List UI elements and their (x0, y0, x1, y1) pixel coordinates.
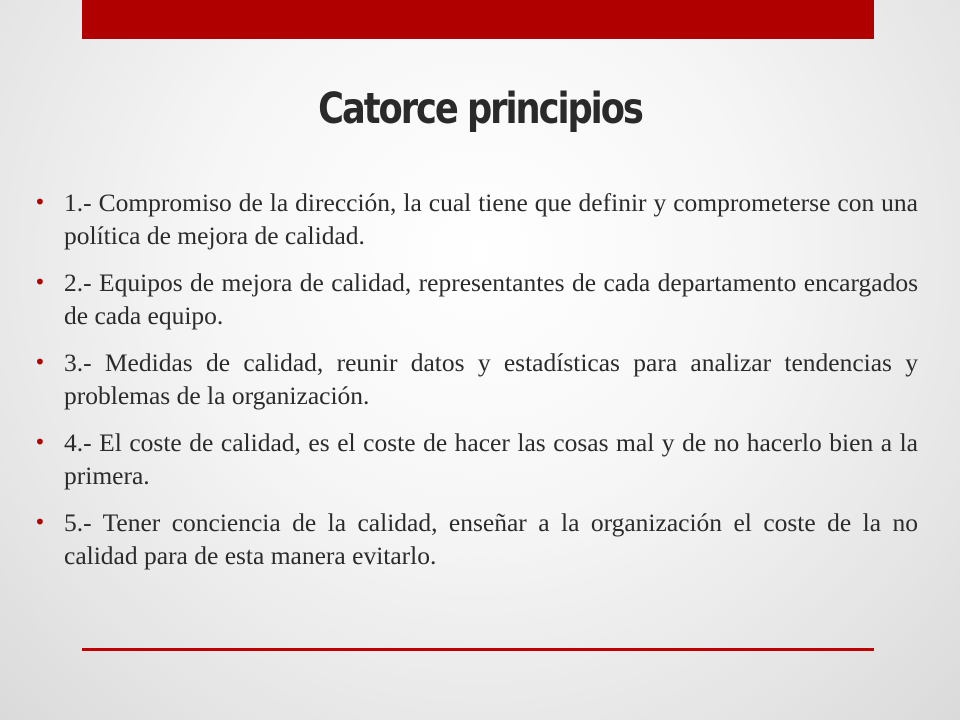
bullet-item (34, 346, 918, 412)
bottom-divider (82, 648, 874, 651)
bullet-text: 3.- Medidas de calidad, reunir datos y estadísticas para analizar tendencias y problemas de la organización. (64, 348, 918, 410)
bullet-item (34, 186, 918, 252)
bullet-item (34, 266, 918, 332)
bullet-text: 5.- Tener conciencia de la calidad, enseñar a la organización el coste de la no calidad para de esta manera evitarlo. (64, 508, 918, 570)
bullet-icon: • (34, 190, 46, 214)
bullet-list (34, 186, 918, 572)
top-accent-bar (82, 0, 874, 39)
bullet-icon: • (34, 270, 46, 294)
bullet-icon: • (34, 430, 46, 454)
bullet-item (34, 506, 918, 572)
bullet-text: 2.- Equipos de mejora de calidad, representantes de cada departamento encargados de cada equipo. (64, 268, 918, 330)
bullet-icon: • (34, 350, 46, 374)
slide-title: Catorce principios (318, 84, 642, 134)
bullet-text: 1.- Compromiso de la dirección, la cual tiene que definir y comprometerse con una política de mejora de calidad. (64, 188, 918, 250)
bullet-icon: • (34, 510, 46, 534)
bullet-text: 4.- El coste de calidad, es el coste de hacer las cosas mal y de no hacerlo bien a la primera. (64, 428, 918, 490)
bullet-item (34, 426, 918, 492)
